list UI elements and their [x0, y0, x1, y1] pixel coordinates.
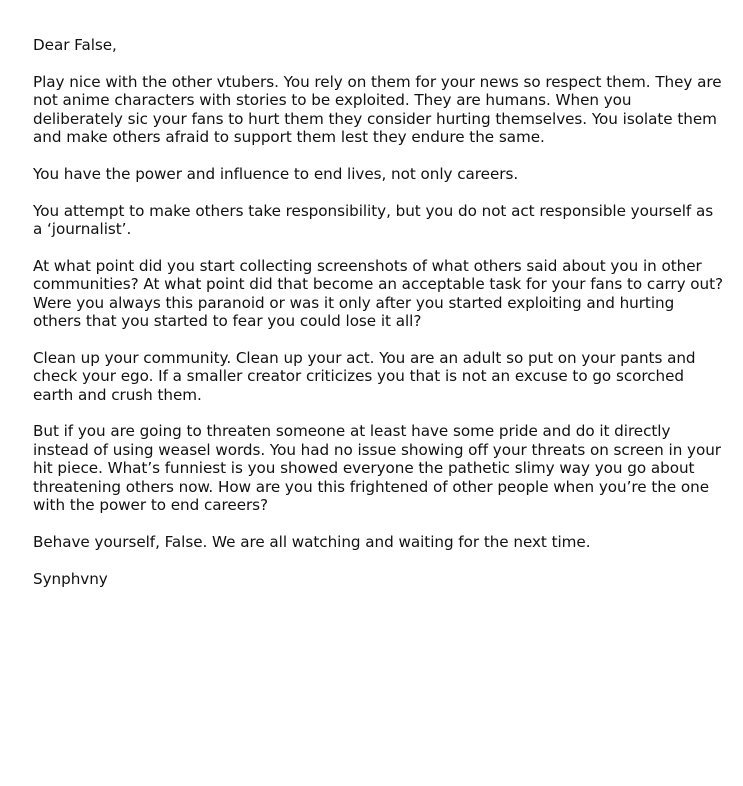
letter-body [33, 36, 725, 588]
paragraph-clean-up: Clean up your community. Clean up your act. You are an adult so put on your pants and check your ego. If a smaller creator criticizes you that is not an excuse to go scorched earth and crush them. [33, 348, 696, 404]
paragraph-respect-vtubers: Play nice with the other vtubers. You rely on them for your news so respect them. They are not anime characters with stories to be exploited. They are humans. When you deliberately sic your fans to hurt them they consider hurting themselves. You isolate them and make others afraid to support them lest they endure the same. [33, 72, 722, 147]
paragraph-power-influence: You have the power and influence to end lives, not only careers. [33, 164, 519, 183]
paragraph-behave: Behave yourself, False. We are all watching and waiting for the next time. [33, 532, 591, 551]
signature: Synphvny [33, 569, 108, 588]
paragraph-responsibility: You attempt to make others take responsibility, but you do not act responsible yourself as a ‘journalist’. [33, 201, 714, 239]
salutation: Dear False, [33, 36, 117, 54]
paragraph-screenshots: At what point did you start collecting screenshots of what others said about you in other communities? At what point did that become an acceptable task for your fans to carry out? Were you always this paranoid or was it only after you started exploiting and hurting others that you started to fear you could lose it all? [33, 256, 724, 331]
paragraph-threats: But if you are going to threaten someone at least have some pride and do it directly instead of using weasel words. You had no issue showing off your threats on screen in your hit piece. What’s funniest is you showed everyone the pathetic slimy way you go about threatening others now. How are you this frightened of other people when you’re the one with the power to end careers? [33, 422, 721, 515]
